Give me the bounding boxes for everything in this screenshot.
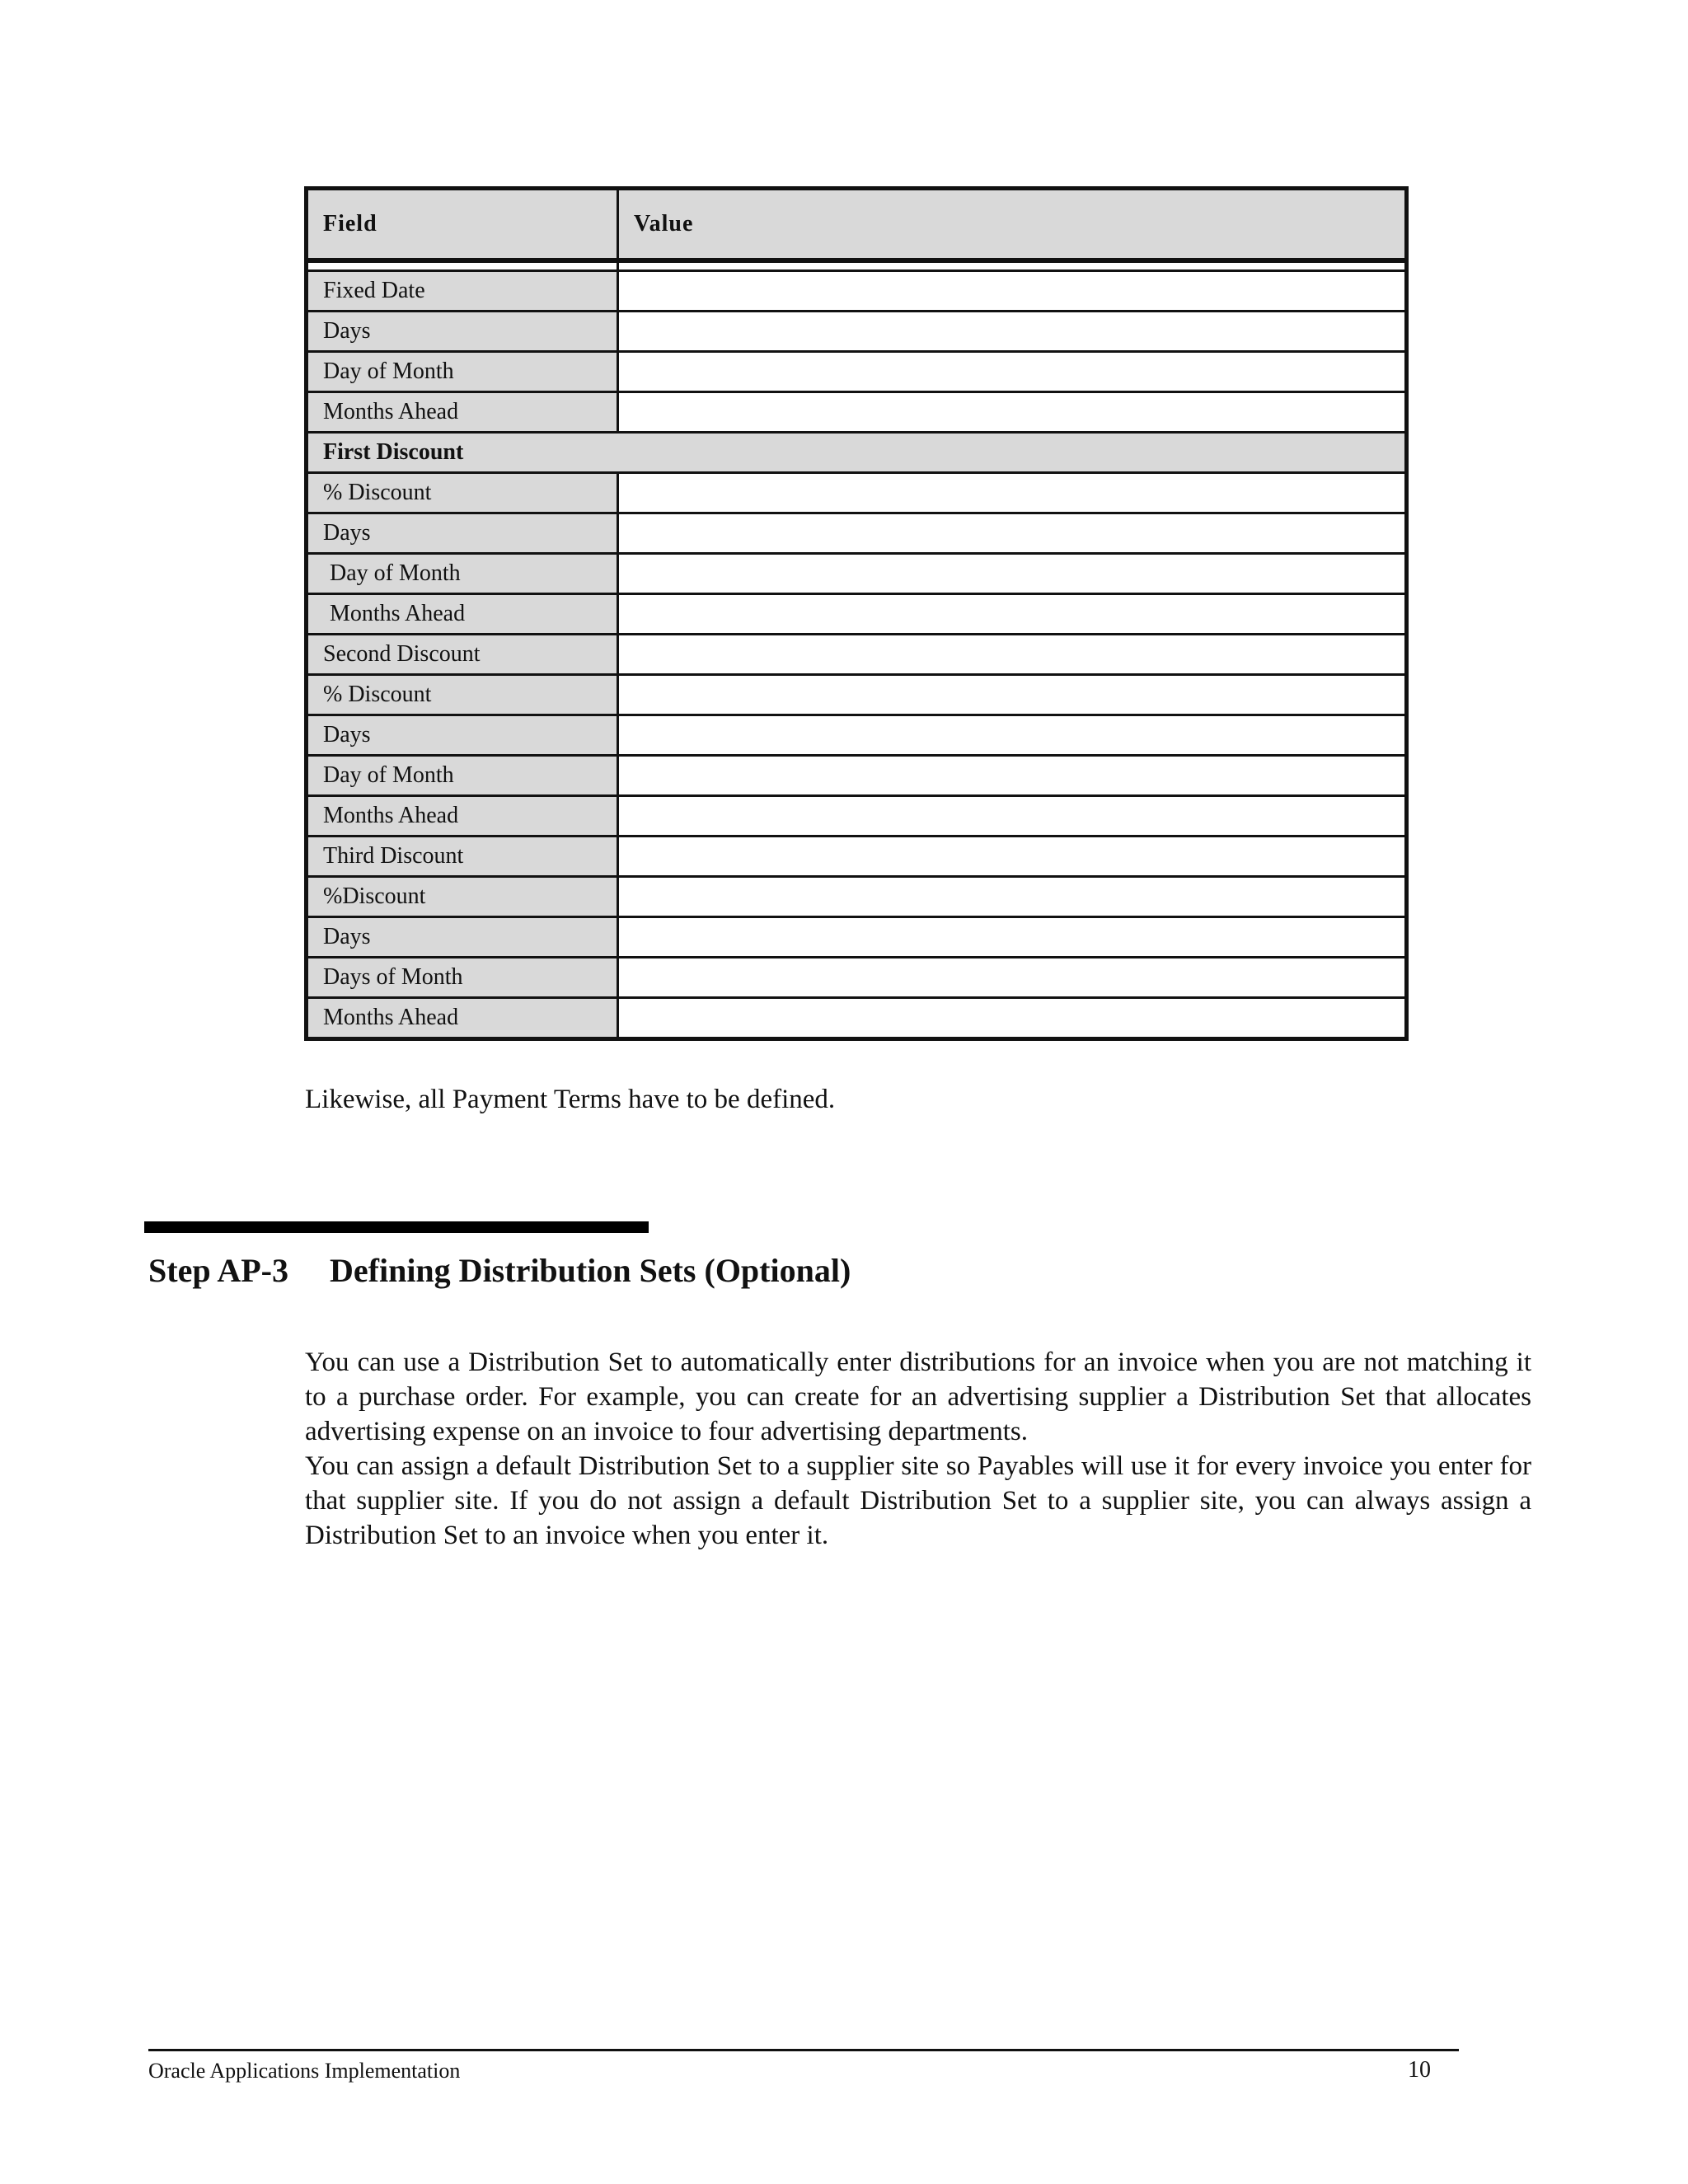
- field-label-cell: Days: [307, 917, 618, 958]
- table-spacer-row: [307, 260, 1407, 271]
- table-row: [307, 513, 1407, 554]
- field-value-cell: [618, 594, 1407, 635]
- section-divider-bar: [144, 1221, 649, 1233]
- field-value-cell: [618, 312, 1407, 352]
- field-label-cell: % Discount: [307, 473, 618, 513]
- body-paragraph-1: You can use a Distribution Set to automatically enter distributions for an invoice when you are not matching it to a purchase order. For example, you can create for an advertising supplier a Distribution Set that allocates advertising expense on an invoice to four advertising departments.: [305, 1347, 1531, 1446]
- table-row: [307, 271, 1407, 312]
- footer-divider: [148, 2049, 1459, 2051]
- payment-terms-note: Likewise, all Payment Terms have to be defined.: [305, 1085, 836, 1114]
- field-value-cell: [618, 796, 1407, 837]
- field-value-cell: [618, 958, 1407, 998]
- body-paragraph-2: You can assign a default Distribution Set to a supplier site so Payables will use it for every invoice you enter for that supplier site. If you do not assign a default Distribution Set to a supplier site, you can always assign a Distribution Set to an invoice when you enter it.: [305, 1451, 1531, 1550]
- field-label-cell: %Discount: [307, 877, 618, 917]
- table-row: [307, 473, 1407, 513]
- table-row: [307, 352, 1407, 392]
- table-row: [307, 715, 1407, 756]
- field-value-cell: [618, 635, 1407, 675]
- field-label-cell: Second Discount: [307, 635, 618, 675]
- step-heading: [148, 1251, 851, 1290]
- field-label-cell: % Discount: [307, 675, 618, 715]
- field-label-cell: Day of Month: [307, 756, 618, 796]
- field-value-cell: [618, 513, 1407, 554]
- table-row: [307, 635, 1407, 675]
- table-row: [307, 312, 1407, 352]
- footer-document-title: Oracle Applications Implementation: [148, 2059, 461, 2083]
- section-label-cell: First Discount: [307, 433, 1407, 473]
- table-row: [307, 554, 1407, 594]
- field-value-cell: [618, 877, 1407, 917]
- field-value-cell: [618, 715, 1407, 756]
- field-value-cell: [618, 917, 1407, 958]
- table-row: [307, 675, 1407, 715]
- field-value-cell: [618, 473, 1407, 513]
- field-value-cell: [618, 675, 1407, 715]
- field-value-cell: [618, 837, 1407, 877]
- value-column-header: Value: [618, 189, 1407, 261]
- table-body: [307, 260, 1407, 1039]
- table-row: [307, 958, 1407, 998]
- field-label-cell: Day of Month: [307, 352, 618, 392]
- step-number: Step AP-3: [148, 1252, 288, 1289]
- field-value-cell: [618, 998, 1407, 1039]
- table-row: [307, 756, 1407, 796]
- payment-terms-fields-table: [304, 186, 1409, 1041]
- field-label-cell: Day of Month: [307, 554, 618, 594]
- table-row: [307, 796, 1407, 837]
- field-label-cell: Months Ahead: [307, 796, 618, 837]
- table-section-row: [307, 433, 1407, 473]
- field-label-cell: Months Ahead: [307, 392, 618, 433]
- table-row: [307, 392, 1407, 433]
- field-column-header: Field: [307, 189, 618, 261]
- field-label-cell: Days of Month: [307, 958, 618, 998]
- field-value-cell: [618, 352, 1407, 392]
- table-row: [307, 917, 1407, 958]
- field-value-cell: [618, 271, 1407, 312]
- table-header-row: [307, 189, 1407, 261]
- table-row: [307, 998, 1407, 1039]
- field-label-cell: Days: [307, 513, 618, 554]
- field-value-cell: [618, 554, 1407, 594]
- field-label-cell: Months Ahead: [307, 594, 618, 635]
- field-label-cell: Fixed Date: [307, 271, 618, 312]
- field-label-cell: Months Ahead: [307, 998, 618, 1039]
- table-row: [307, 594, 1407, 635]
- table-row: [307, 877, 1407, 917]
- field-label-cell: Third Discount: [307, 837, 618, 877]
- field-value-cell: [618, 392, 1407, 433]
- field-label-cell: Days: [307, 715, 618, 756]
- field-label-cell: Days: [307, 312, 618, 352]
- table-row: [307, 837, 1407, 877]
- footer-page-number: 10: [1408, 2057, 1431, 2083]
- step-title: Defining Distribution Sets (Optional): [330, 1252, 851, 1289]
- field-value-cell: [618, 756, 1407, 796]
